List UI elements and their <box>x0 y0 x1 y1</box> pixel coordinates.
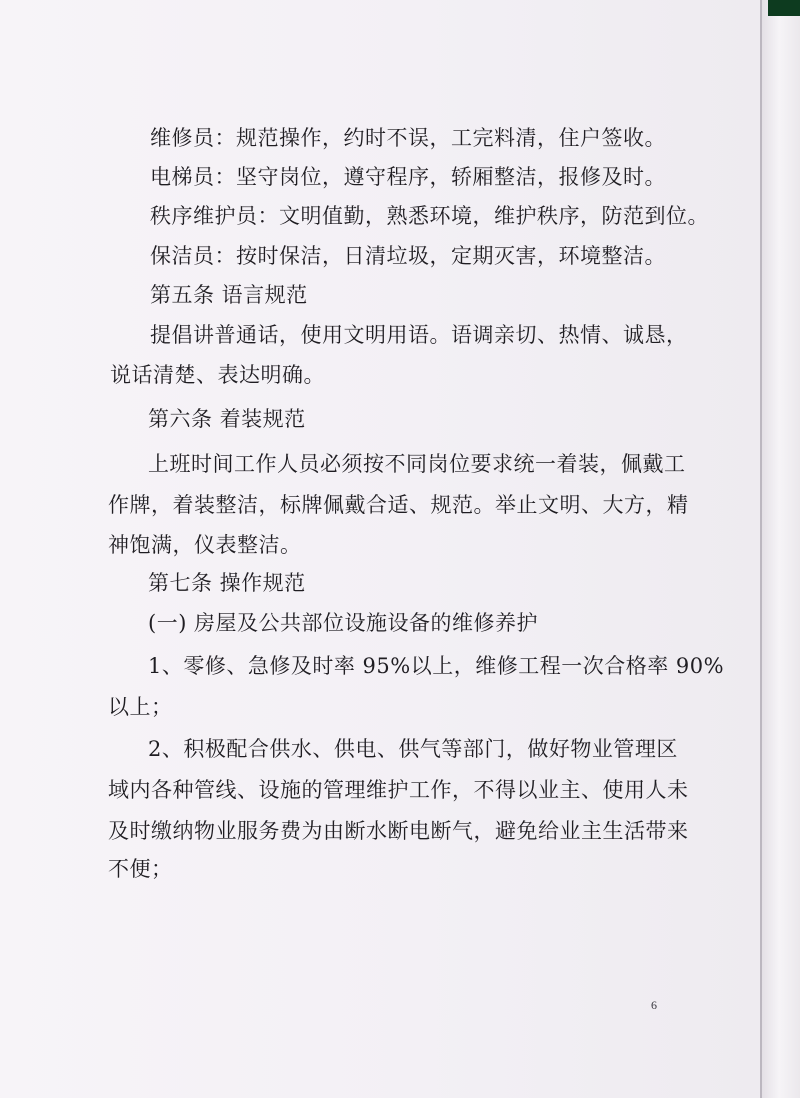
text-line-17: 域内各种管线、设施的管理维护工作，不得以业主、使用人未 <box>108 778 689 802</box>
article-7-heading: 第七条 操作规范 <box>148 571 306 595</box>
text-line-4: 保洁员：按时保洁，日清垃圾，定期灭害，环境整洁。 <box>150 244 666 268</box>
text-line-18: 及时缴纳物业服务费为由断水断电断气，避免给业主生活带来 <box>108 819 689 843</box>
page-number: 6 <box>651 998 657 1012</box>
text-line-7: 说话清楚、表达明确。 <box>110 363 325 387</box>
text-line-14: 1、零修、急修及时率 95%以上，维修工程一次合格率 90% <box>148 654 725 678</box>
article-6-heading: 第六条 着装规范 <box>148 407 306 431</box>
text-line-13: (一) 房屋及公共部位设施设备的维修养护 <box>148 611 539 635</box>
bleed-through-texture <box>170 912 190 938</box>
text-line-2: 电梯员：坚守岗位，遵守程序，轿厢整洁，报修及时。 <box>150 165 666 189</box>
text-line-16: 2、积极配合供水、供电、供气等部门，做好物业管理区 <box>148 737 678 761</box>
binding-spine <box>762 0 800 1098</box>
corner-mark <box>768 0 800 16</box>
text-line-19: 不便； <box>108 857 173 881</box>
text-line-3: 秩序维护员：文明值勤，熟悉环境，维护秩序，防范到位。 <box>150 204 709 228</box>
text-line-10: 作牌，着装整洁，标牌佩戴合适、规范。举止文明、大方，精 <box>108 493 689 517</box>
text-line-1: 维修员：规范操作，约时不误，工完料清，住户签收。 <box>150 126 666 150</box>
article-5-heading: 第五条 语言规范 <box>150 283 308 307</box>
text-line-15: 以上； <box>108 695 173 719</box>
text-line-9: 上班时间工作人员必须按不同岗位要求统一着装，佩戴工 <box>148 452 686 476</box>
text-line-6: 提倡讲普通话，使用文明用语。语调亲切、热情、诚恳， <box>150 323 688 347</box>
text-line-11: 神饱满，仪表整洁。 <box>108 533 302 557</box>
